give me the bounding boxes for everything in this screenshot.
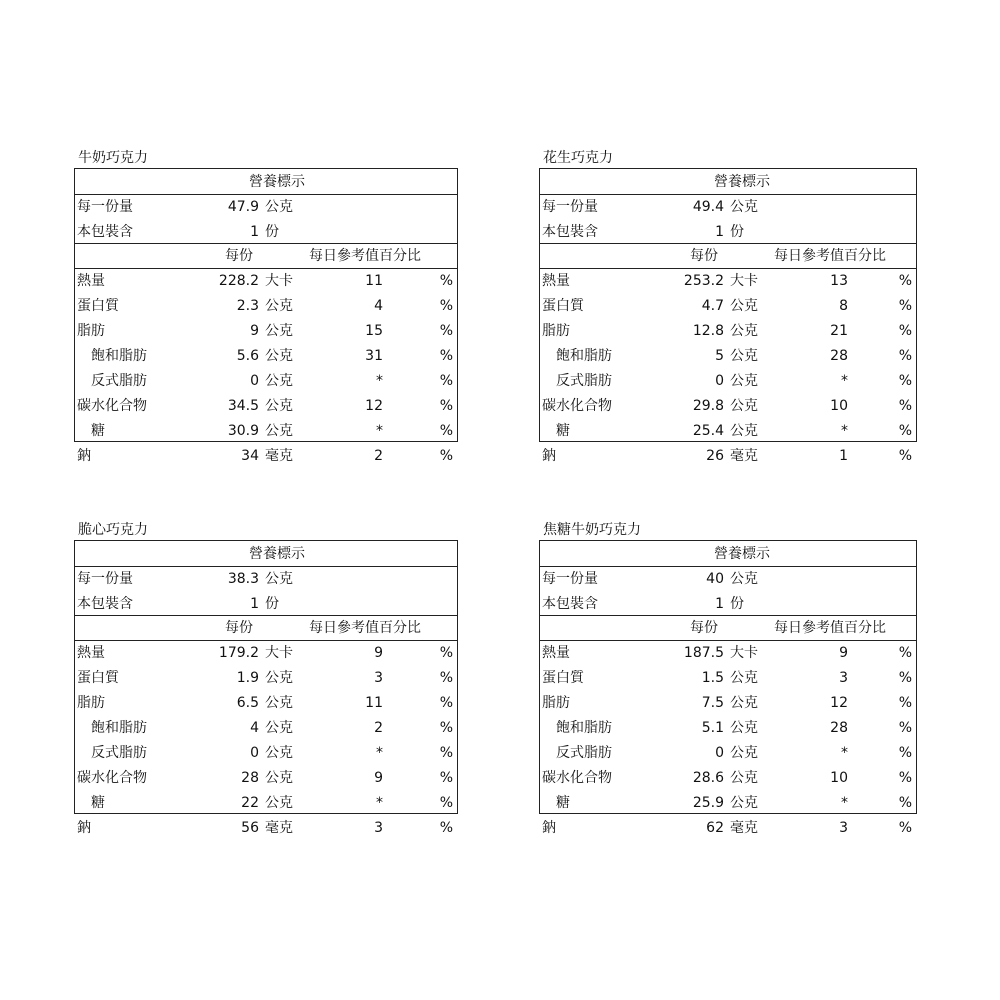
nutrient-row (540, 741, 916, 766)
nutrient-row (75, 691, 457, 716)
nutrient-unit: 公克 (730, 323, 758, 339)
nutrient-name: 蛋白質 (77, 670, 119, 686)
table-header (540, 541, 916, 567)
nutrient-unit: 公克 (730, 298, 758, 314)
nutrient-unit: 公克 (265, 720, 293, 736)
daily-value-header: 每日參考值百分比 (309, 620, 421, 636)
pack-label: 本包裝含 (77, 224, 133, 240)
nutrient-amount: 2.3 (236, 298, 259, 314)
nutrient-name: 糖 (91, 795, 105, 811)
daily-value: 12 (830, 695, 848, 711)
nutrient-name: 脂肪 (542, 323, 570, 339)
table-header (540, 169, 916, 195)
daily-value: 12 (365, 398, 383, 414)
percent-sign: % (898, 795, 912, 811)
per-serving-header: 每份 (690, 620, 718, 636)
nutrient-row (540, 444, 916, 469)
nutrient-amount: 1.9 (236, 670, 259, 686)
nutrient-unit: 公克 (265, 423, 293, 439)
nutrient-row (75, 641, 457, 666)
nutrient-unit: 公克 (265, 795, 293, 811)
serving-amount: 47.9 (227, 199, 259, 215)
nutrient-row (540, 369, 916, 394)
daily-value: 11 (365, 695, 383, 711)
nutrient-amount: 62 (706, 820, 724, 836)
percent-sign: % (898, 820, 912, 836)
nutrient-row (75, 716, 457, 741)
servings-per-pack-row (75, 592, 457, 616)
nutrition-panel-peanut (539, 148, 917, 464)
pack-amount: 1 (715, 224, 724, 240)
percent-sign: % (898, 670, 912, 686)
percent-sign: % (439, 820, 453, 836)
percent-sign: % (439, 720, 453, 736)
serving-unit: 公克 (730, 199, 758, 215)
daily-value: 2 (374, 448, 383, 464)
daily-value: * (841, 795, 848, 811)
serving-size-row (540, 195, 916, 220)
serving-unit: 公克 (730, 571, 758, 587)
nutrient-amount: 7.5 (701, 695, 724, 711)
nutrient-name: 脂肪 (542, 695, 570, 711)
nutrient-unit: 大卡 (730, 645, 758, 661)
nutrient-row (540, 791, 916, 816)
nutrient-row (540, 666, 916, 691)
nutrient-row (75, 791, 457, 816)
daily-value: 1 (839, 448, 848, 464)
nutrient-unit: 公克 (265, 348, 293, 364)
nutrient-amount: 5 (715, 348, 724, 364)
nutrient-name: 糖 (556, 795, 570, 811)
percent-sign: % (439, 273, 453, 289)
nutrient-unit: 公克 (265, 298, 293, 314)
nutrient-row (540, 269, 916, 294)
percent-sign: % (898, 273, 912, 289)
daily-value: 9 (374, 770, 383, 786)
nutrient-row (540, 294, 916, 319)
pack-unit: 份 (730, 596, 744, 612)
nutrient-amount: 25.4 (692, 423, 724, 439)
nutrient-row (75, 419, 457, 444)
nutrient-name: 熱量 (542, 273, 570, 289)
panel-title: 花生巧克力 (543, 150, 613, 166)
daily-value: * (841, 373, 848, 389)
nutrient-name: 碳水化合物 (542, 770, 612, 786)
nutrient-name: 糖 (91, 423, 105, 439)
nutrient-amount: 4.7 (701, 298, 724, 314)
daily-value: * (376, 795, 383, 811)
nutrient-amount: 228.2 (218, 273, 259, 289)
daily-value-header: 每日參考值百分比 (774, 248, 886, 264)
percent-sign: % (898, 695, 912, 711)
daily-value: 4 (374, 298, 383, 314)
nutrient-row (75, 394, 457, 419)
nutrient-name: 碳水化合物 (542, 398, 612, 414)
nutrient-unit: 公克 (265, 770, 293, 786)
column-header-row (75, 616, 457, 641)
percent-sign: % (898, 373, 912, 389)
panel-title: 焦糖牛奶巧克力 (543, 522, 641, 538)
serving-unit: 公克 (265, 199, 293, 215)
pack-amount: 1 (250, 596, 259, 612)
nutrient-unit: 公克 (730, 770, 758, 786)
table-heading: 營養標示 (249, 546, 305, 562)
nutrient-amount: 34 (241, 448, 259, 464)
nutrient-name: 反式脂肪 (91, 373, 147, 389)
serving-amount: 38.3 (227, 571, 259, 587)
nutrient-row (540, 691, 916, 716)
nutrient-amount: 0 (715, 373, 724, 389)
panel-title: 牛奶巧克力 (78, 150, 148, 166)
nutrient-unit: 公克 (730, 423, 758, 439)
nutrient-unit: 公克 (265, 323, 293, 339)
nutrient-amount: 34.5 (227, 398, 259, 414)
percent-sign: % (439, 373, 453, 389)
nutrient-name: 脂肪 (77, 695, 105, 711)
nutrient-unit: 毫克 (730, 448, 758, 464)
serving-unit: 公克 (265, 571, 293, 587)
pack-unit: 份 (265, 224, 279, 240)
percent-sign: % (898, 645, 912, 661)
nutrient-row (75, 816, 457, 841)
nutrient-unit: 公克 (265, 745, 293, 761)
nutrient-row (75, 319, 457, 344)
nutrient-unit: 公克 (265, 398, 293, 414)
nutrient-unit: 公克 (730, 695, 758, 711)
percent-sign: % (898, 348, 912, 364)
serving-amount: 49.4 (692, 199, 724, 215)
percent-sign: % (439, 423, 453, 439)
daily-value: 11 (365, 273, 383, 289)
nutrient-amount: 253.2 (683, 273, 724, 289)
percent-sign: % (439, 298, 453, 314)
nutrition-table (74, 540, 458, 836)
daily-value-header: 每日參考值百分比 (774, 620, 886, 636)
daily-value-header: 每日參考值百分比 (309, 248, 421, 264)
nutrient-name: 蛋白質 (542, 670, 584, 686)
nutrient-unit: 毫克 (730, 820, 758, 836)
nutrient-amount: 9 (250, 323, 259, 339)
table-heading: 營養標示 (714, 546, 770, 562)
nutrient-name: 鈉 (77, 448, 91, 464)
nutrient-name: 碳水化合物 (77, 770, 147, 786)
nutrient-amount: 0 (250, 373, 259, 389)
daily-value: * (376, 745, 383, 761)
nutrient-amount: 5.6 (236, 348, 259, 364)
nutrient-amount: 28 (241, 770, 259, 786)
column-header-row (75, 244, 457, 269)
daily-value: 10 (830, 398, 848, 414)
percent-sign: % (898, 423, 912, 439)
nutrient-name: 鈉 (542, 448, 556, 464)
nutrient-amount: 28.6 (692, 770, 724, 786)
daily-value: 15 (365, 323, 383, 339)
nutrient-amount: 30.9 (227, 423, 259, 439)
table-heading: 營養標示 (249, 174, 305, 190)
serving-label: 每一份量 (542, 571, 598, 587)
nutrient-name: 飽和脂肪 (556, 348, 612, 364)
pack-unit: 份 (730, 224, 744, 240)
nutrient-name: 鈉 (542, 820, 556, 836)
percent-sign: % (898, 448, 912, 464)
nutrient-name: 飽和脂肪 (91, 720, 147, 736)
percent-sign: % (898, 298, 912, 314)
nutrient-name: 熱量 (542, 645, 570, 661)
nutrient-unit: 大卡 (265, 273, 293, 289)
nutrient-unit: 毫克 (265, 820, 293, 836)
daily-value: 9 (839, 645, 848, 661)
nutrient-row (75, 741, 457, 766)
percent-sign: % (439, 323, 453, 339)
nutrient-unit: 公克 (265, 373, 293, 389)
serving-size-row (75, 195, 457, 220)
percent-sign: % (439, 645, 453, 661)
nutrient-name: 蛋白質 (77, 298, 119, 314)
daily-value: 28 (830, 348, 848, 364)
nutrition-table (539, 168, 917, 464)
daily-value: 21 (830, 323, 848, 339)
daily-value: 3 (374, 820, 383, 836)
serving-size-row (75, 567, 457, 592)
daily-value: 2 (374, 720, 383, 736)
nutrition-panel-milk (74, 148, 458, 464)
daily-value: 9 (374, 645, 383, 661)
daily-value: 8 (839, 298, 848, 314)
daily-value: 3 (839, 820, 848, 836)
daily-value: * (376, 423, 383, 439)
nutrition-panel-caramel (539, 520, 917, 836)
percent-sign: % (898, 745, 912, 761)
daily-value: * (841, 423, 848, 439)
nutrient-amount: 187.5 (683, 645, 724, 661)
nutrient-amount: 6.5 (236, 695, 259, 711)
daily-value: * (376, 373, 383, 389)
nutrient-amount: 29.8 (692, 398, 724, 414)
daily-value: * (841, 745, 848, 761)
servings-per-pack-row (75, 220, 457, 244)
nutrient-amount: 0 (715, 745, 724, 761)
pack-amount: 1 (715, 596, 724, 612)
nutrient-unit: 公克 (730, 720, 758, 736)
percent-sign: % (439, 770, 453, 786)
per-serving-header: 每份 (690, 248, 718, 264)
nutrient-row (75, 344, 457, 369)
nutrient-amount: 0 (250, 745, 259, 761)
nutrient-unit: 公克 (730, 670, 758, 686)
per-serving-header: 每份 (225, 620, 253, 636)
serving-label: 每一份量 (77, 571, 133, 587)
pack-unit: 份 (265, 596, 279, 612)
nutrient-row (75, 369, 457, 394)
nutrition-table (74, 168, 458, 464)
nutrient-amount: 12.8 (692, 323, 724, 339)
percent-sign: % (439, 695, 453, 711)
nutrient-row (75, 269, 457, 294)
percent-sign: % (439, 348, 453, 364)
nutrient-row (75, 444, 457, 469)
nutrient-row (75, 666, 457, 691)
nutrient-name: 碳水化合物 (77, 398, 147, 414)
nutrition-panel-crisp (74, 520, 458, 836)
percent-sign: % (439, 795, 453, 811)
serving-label: 每一份量 (542, 199, 598, 215)
percent-sign: % (898, 720, 912, 736)
nutrient-amount: 4 (250, 720, 259, 736)
nutrient-name: 熱量 (77, 273, 105, 289)
nutrient-amount: 56 (241, 820, 259, 836)
table-header (75, 541, 457, 567)
nutrient-name: 反式脂肪 (556, 373, 612, 389)
daily-value: 31 (365, 348, 383, 364)
serving-amount: 40 (706, 571, 724, 587)
nutrient-name: 反式脂肪 (91, 745, 147, 761)
nutrient-unit: 公克 (265, 695, 293, 711)
daily-value: 3 (374, 670, 383, 686)
nutrient-name: 飽和脂肪 (556, 720, 612, 736)
serving-size-row (540, 567, 916, 592)
daily-value: 13 (830, 273, 848, 289)
nutrient-unit: 大卡 (730, 273, 758, 289)
pack-label: 本包裝含 (542, 596, 598, 612)
nutrient-name: 糖 (556, 423, 570, 439)
column-header-row (540, 616, 916, 641)
per-serving-header: 每份 (225, 248, 253, 264)
serving-label: 每一份量 (77, 199, 133, 215)
percent-sign: % (898, 323, 912, 339)
nutrient-row (540, 716, 916, 741)
nutrient-row (75, 294, 457, 319)
percent-sign: % (439, 745, 453, 761)
pack-amount: 1 (250, 224, 259, 240)
percent-sign: % (439, 670, 453, 686)
pack-label: 本包裝含 (77, 596, 133, 612)
nutrient-name: 脂肪 (77, 323, 105, 339)
nutrient-name: 飽和脂肪 (91, 348, 147, 364)
nutrition-table (539, 540, 917, 836)
nutrient-amount: 1.5 (701, 670, 724, 686)
column-header-row (540, 244, 916, 269)
nutrient-amount: 5.1 (701, 720, 724, 736)
nutrient-unit: 公克 (265, 670, 293, 686)
nutrient-unit: 公克 (730, 745, 758, 761)
nutrient-row (540, 641, 916, 666)
table-heading: 營養標示 (714, 174, 770, 190)
daily-value: 28 (830, 720, 848, 736)
nutrient-amount: 25.9 (692, 795, 724, 811)
nutrient-amount: 179.2 (218, 645, 259, 661)
nutrient-unit: 公克 (730, 373, 758, 389)
servings-per-pack-row (540, 220, 916, 244)
nutrient-row (540, 394, 916, 419)
nutrient-amount: 22 (241, 795, 259, 811)
nutrient-row (540, 766, 916, 791)
servings-per-pack-row (540, 592, 916, 616)
nutrient-row (540, 319, 916, 344)
table-header (75, 169, 457, 195)
pack-label: 本包裝含 (542, 224, 598, 240)
nutrient-unit: 公克 (730, 795, 758, 811)
nutrient-row (75, 766, 457, 791)
nutrient-name: 鈉 (77, 820, 91, 836)
nutrient-name: 蛋白質 (542, 298, 584, 314)
nutrient-unit: 公克 (730, 398, 758, 414)
percent-sign: % (898, 398, 912, 414)
percent-sign: % (898, 770, 912, 786)
percent-sign: % (439, 448, 453, 464)
nutrient-row (540, 816, 916, 841)
daily-value: 10 (830, 770, 848, 786)
nutrient-row (540, 419, 916, 444)
nutrient-name: 反式脂肪 (556, 745, 612, 761)
percent-sign: % (439, 398, 453, 414)
nutrient-name: 熱量 (77, 645, 105, 661)
nutrient-amount: 26 (706, 448, 724, 464)
nutrient-row (540, 344, 916, 369)
nutrient-unit: 公克 (730, 348, 758, 364)
nutrient-unit: 毫克 (265, 448, 293, 464)
panel-title: 脆心巧克力 (78, 522, 148, 538)
daily-value: 3 (839, 670, 848, 686)
nutrient-unit: 大卡 (265, 645, 293, 661)
